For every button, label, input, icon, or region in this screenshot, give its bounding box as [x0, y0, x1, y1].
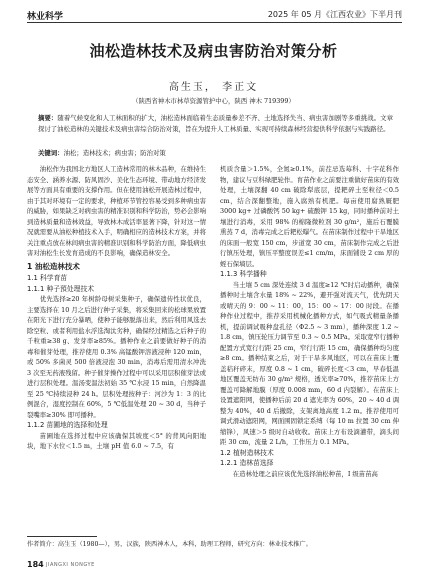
paragraph: 油松作为我国北方地区人工造林常用的林木品种，在维持生态安全、涵养水源、防风固沙、美化生态环境、带动地方经济发展等方面具有重要的支撑作用。但在使用油松开展造林过程中，由于其对环境有一定的要求，种植环节管控容易受到多种病虫害的威胁，如果缺乏对病虫害的精准识别和科学防治，势必会影响到造林质量和造林效益，导致林木成活率显著下降，针对这一情况就需要从油松种植技术入手，明确相应的造林技术方案，并将关注重点放在林间病虫害的精准识别和科学防治方面，降低病虫害对油松生长发育造成的不良影响，确保造林安全。 — [27, 165, 206, 257]
page-number: 184 — [27, 560, 44, 569]
section-heading: 1.1 科学育苗 — [27, 274, 68, 282]
section-heading: 1.2.1 造林苗选择 — [220, 459, 274, 467]
paragraph: 苗圃地在选择过程中应该确保其坡度＜5° 的背风向阳地块，地下水位＜1.5 m，土壤 pH 值 6.0 ~ 7.5，有 — [27, 431, 206, 450]
abstract-text: 随着气候变化和人工林面积的扩大，油松造林面临着生态质量参差不齐、土地选择失当、病虫害加剧等多重挑战。文章探讨了油松造林的关键技术及病虫害综合防治对策，旨在为提升人工林质量、实现可持续森林经营提供科学依据与实践路径。 — [38, 114, 394, 133]
left-column — [27, 164, 206, 452]
paragraph: 在造林处理之前应该优先选择油松种苗，I 级苗苗高 — [232, 469, 378, 478]
keywords-text: 油松；造林技术；病虫害；防治对策 — [63, 149, 166, 157]
article-title: 油松造林技术及病虫害防治对策分析 — [89, 42, 338, 60]
section-heading: 1.1.2 苗圃地的选择和处理 — [27, 421, 108, 429]
keywords-label: 关键词： — [38, 149, 64, 157]
paragraph: 优先选择≥20 年树龄母树采集种子，确保遗传性状优良，主要选择在 10 月之后进行种子采集，将采集回来的松球果放置在阳光下进行充分暴晒，使种子能够脱落出来，然后利用风选去除空粒、或者利用盐水浮选淘汰劣种，确保经过精选之后种子的千粒重≥38 g、发芽率≥85%。播种作业之前要做好种子的消毒和催芽处理，推荐使用 0.3% 高锰酸钾溶液浸种 120 min，或 50% 多菌灵 500 倍液浸泡 30 min，消毒后需用清水冲洗 3 次至无药液残留。种子催芽操作过程中可以采用层积催芽法或进行层积处理。温汤变温法初始 35 ℃水浸 15 min，自然降温至 25 ℃持续浸种 24 h。层积处理按种子：河沙为 1：3 的比例混合，湿度控制在 60%，5 ℃低温处理 20 ~ 30 d，当种子裂嘴率≥30% 即可播种。 — [27, 295, 206, 419]
section-heading: 1.2 植树造林技术 — [220, 448, 274, 457]
right-column — [220, 164, 399, 479]
header-divider — [27, 22, 402, 23]
paragraph: 机质含量＞1.5%，全氮≥0.1%，前茬忌选莓科、十字花科作物，建议与豆科绿肥轮作。育苗作业之前要注重做好苗床的有效处理，土壤深翻 40 cm 破除犁底层，提耙碎土至粒径＜0.5 cm，结合深翻整地，施入腐熟有机肥。毎亩使用腐熟厩肥 3000 kg+ 过磷酸钙 50 kg+ 硫酸钾 15 kg，同时播种前对土壤进行消毒，采用 98% 的棉隆微粒剂 30 g/m²，施后石覆膜熏蒸 7 d，消毒完成之后耙松曝气。在苗床制作过程中干旱地区的床面一般宽 150 cm，步道宽 30 cm，苗床制作完成之后进行镇压处理，镇压平整度误差≤1 cm/m，床面铺设 2 cm 厚的蛭石保墒层。 — [220, 165, 399, 268]
keywords — [38, 148, 393, 157]
article-authors: 高生玉， 李正文 — [168, 82, 259, 93]
section-heading: 1 油松造林技术 — [27, 261, 80, 271]
journal-name: JIANGXI NONGYE — [46, 562, 95, 568]
section-label: 林业科学 — [27, 12, 64, 22]
author-footnote: 作者简介：高生玉（1980—），男，汉族，陕西神木人，本科，助理工程师，研究方向：林业技术推广。 — [27, 541, 312, 548]
article-affiliation: （陕西省神木市林草资源管护中心，陕西 神木 719399） — [132, 97, 295, 105]
abstract — [38, 113, 393, 134]
issue-label: 2025 年 05 月《江西农业》下半月刊 — [267, 10, 402, 19]
abstract-label: 摘要： — [38, 114, 58, 122]
section-heading: 1.1.1 种子預处理技术 — [27, 284, 95, 293]
paragraph: 当土壤 5 cm 深处连续 3 d 温度≥12 ℃时启动播种，确保播种时土壤含水量 18% ~ 22%，避开强对流天气，优先阴天或晴天的 9：00 ~ 11：00，15：00 ~ 17：00 时段。在播种作业过程中，推荐采用机械化播种方式，如气吸式精量条播机，提前调试吸种盘孔径（Φ2.5 ~ 3 mm），播种深度 1.2 ~ 1.8 cm，镇压轮压力调节至 0.3 ~ 0.5 MPa。采取宽窄行播种配置方式宽行行距 25 cm，窄行行距 15 cm，确保播种均匀度≥8 cm。播种结束之后，对于干旱多风地区，可以在苗床上覆盖秸秆碎末，厚度 0.8 ~ 1 cm，破碎长度＜3 cm，早春低温地区覆盖无纺布 30 g/m² 规格，透光率≥70%，推荐苗床上方覆盖可降解地膜（厚度 0.008 mm，60 d 内裂解）。在苗床上设置遮阳网，使播种后前 20 d 遮光率为 60%，20 ~ 40 d 调整为 40%，40 d 后撤除，支架离地高度 1.2 m。推荐使用可调式滑动遮阳网，网面围固锁定系缚（每 10 m 拉置 30 cm 伸缩锋），风速＞5 级时自动收收。苗床上方布设滴灌带，滴头间距 30 cm，流量 2 L/h，工作压力 0.1 MPa。 — [220, 280, 399, 446]
section-heading: 1.1.3 科学播种 — [220, 270, 267, 278]
footnote-divider — [27, 536, 97, 537]
